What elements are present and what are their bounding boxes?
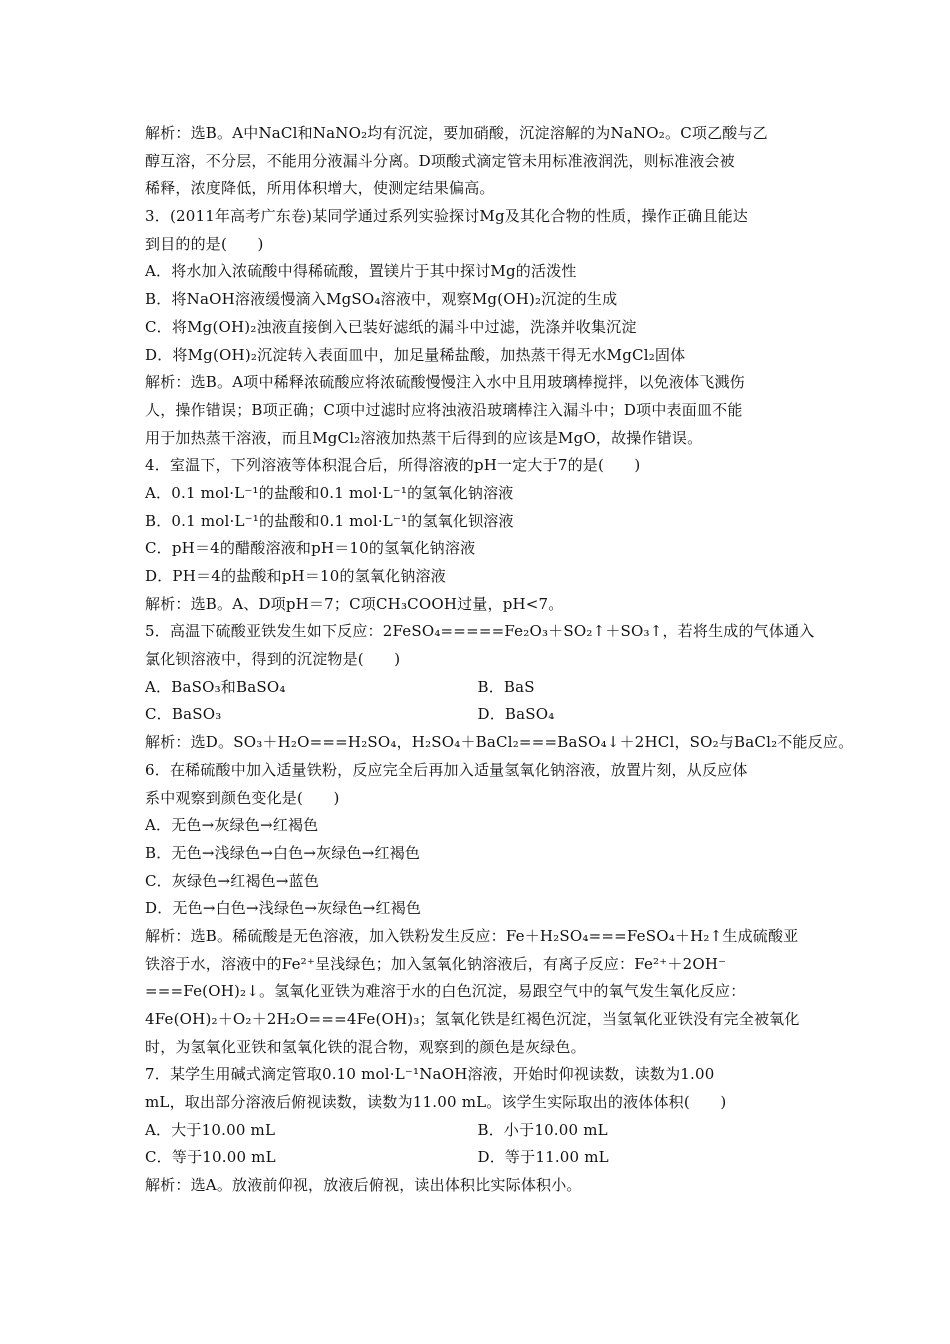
option-d: D．BaSO₄ [477,705,555,724]
option-row [145,701,810,729]
text-line: 解析：选B。A、D项pH＝7；C项CH₃COOH过量，pH<7。 [145,594,564,613]
text-line: 铁溶于水，溶液中的Fe²⁺呈浅绿色；加入氢氧化钠溶液后，有离子反应：Fe²⁺＋2OH⁻ [145,954,727,973]
option-line: A．无色→灰绿色→红褐色 [145,816,319,835]
text-line: 到目的的是( ) [145,234,264,253]
text-line: mL，取出部分溶液后俯视读数，读数为11.00 mL。该学生实际取出的液体体积( ) [145,1093,727,1112]
text-line: 4Fe(OH)₂＋O₂＋2H₂O===4Fe(OH)₃；氢氧化铁是红褐色沉淀，当氢氧化亚铁没有完全被氧化 [145,1010,800,1028]
option-line: D．无色→白色→浅绿色→灰绿色→红褐色 [145,899,422,918]
text-line: 醇互溶，不分层，不能用分液漏斗分离。D项酸式滴定管未用标准液润洗，则标准液会被 [145,151,735,170]
option-line: B．无色→浅绿色→白色→灰绿色→红褐色 [145,843,421,862]
option-line: D．PH＝4的盐酸和pH＝10的氢氧化钠溶液 [145,567,446,585]
text-line: 解析：选B。A项中稀释浓硫酸应将浓硫酸慢慢注入水中且用玻璃棒搅拌，以免液体飞溅伤 [145,373,745,392]
text-line: 系中观察到颜色变化是( ) [145,788,340,807]
text-line: 氯化钡溶液中，得到的沉淀物是( ) [145,650,401,669]
question-6-stem: 6．在稀硫酸中加入适量铁粉，反应完全后再加入适量氢氧化钠溶液，放置片刻，从反应体 [145,760,748,779]
text-line: 解析：选B。A中NaCl和NaNO₂均有沉淀，要加硝酸，沉淀溶解的为NaNO₂。C项乙酸与乙 [145,124,768,142]
text-line: 稀释，浓度降低，所用体积增大，使测定结果偏高。 [145,179,495,198]
option-c: C．BaSO₃ [145,705,222,724]
option-a: A．BaSO₃和BaSO₄ [145,677,286,696]
option-line: C．pH＝4的醋酸溶液和pH＝10的氢氧化钠溶液 [145,539,476,558]
option-line: C．灰绿色→红褐色→蓝色 [145,871,320,890]
option-line: B．将NaOH溶液缓慢滴入MgSO₄溶液中，观察Mg(OH)₂沉淀的生成 [145,290,618,309]
option-b: B．小于10.00 mL [477,1120,608,1139]
text-line: ===Fe(OH)₂↓。氢氧化亚铁为难溶于水的白色沉淀，易跟空气中的氧气发生氧化反应： [145,982,746,1001]
text-line: 用于加热蒸干溶液，而且MgCl₂溶液加热蒸干后得到的应该是MgO，故操作错误。 [145,428,703,447]
document-page [145,120,854,1200]
question-7-stem: 7．某学生用碱式滴定管取0.10 mol·L⁻¹NaOH溶液，开始时仰视读数，读数为1.00 [145,1065,715,1084]
option-row [145,674,810,702]
option-a: A．大于10.00 mL [145,1120,276,1139]
option-row [145,1144,810,1172]
option-line: A．将水加入浓硫酸中得稀硫酸，置镁片于其中探讨Mg的活泼性 [145,262,577,281]
question-3-stem: 3．(2011年高考广东卷)某同学通过系列实验探讨Mg及其化合物的性质，操作正确且能达 [145,207,748,226]
option-line: C．将Mg(OH)₂浊液直接倒入已装好滤纸的漏斗中过滤，洗涤并收集沉淀 [145,317,637,336]
option-line: B．0.1 mol·L⁻¹的盐酸和0.1 mol·L⁻¹的氢氧化钡溶液 [145,511,514,530]
text-line: 解析：选D。SO₃＋H₂O===H₂SO₄，H₂SO₄＋BaCl₂===BaSO₄↓＋2HCl，SO₂与BaCl₂不能反应。 [145,733,854,752]
option-c: C．等于10.00 mL [145,1148,276,1167]
question-4-stem: 4．室温下，下列溶液等体积混合后，所得溶液的pH一定大于7的是( ) [145,456,641,475]
text-line: 解析：选A。放液前仰视，放液后俯视，读出体积比实际体积小。 [145,1176,582,1195]
question-5-stem: 5．高温下硫酸亚铁发生如下反应：2FeSO₄=====Fe₂O₃＋SO₂↑＋SO₃↑，若将生成的气体通入 [145,622,815,641]
option-b: B．BaS [477,677,535,696]
option-d: D．等于11.00 mL [477,1148,609,1167]
text-line: 时，为氢氧化亚铁和氢氧化铁的混合物，观察到的颜色是灰绿色。 [145,1037,586,1056]
option-line: A．0.1 mol·L⁻¹的盐酸和0.1 mol·L⁻¹的氢氧化钠溶液 [145,483,514,502]
option-row [145,1117,810,1145]
text-line: 人，操作错误；B项正确；C项中过滤时应将浊液沿玻璃棒注入漏斗中；D项中表面皿不能 [145,400,743,419]
text-line: 解析：选B。稀硫酸是无色溶液，加入铁粉发生反应：Fe＋H₂SO₄===FeSO₄＋H₂↑生成硫酸亚 [145,926,799,945]
option-line: D．将Mg(OH)₂沉淀转入表面皿中，加足量稀盐酸，加热蒸干得无水MgCl₂固体 [145,345,686,364]
